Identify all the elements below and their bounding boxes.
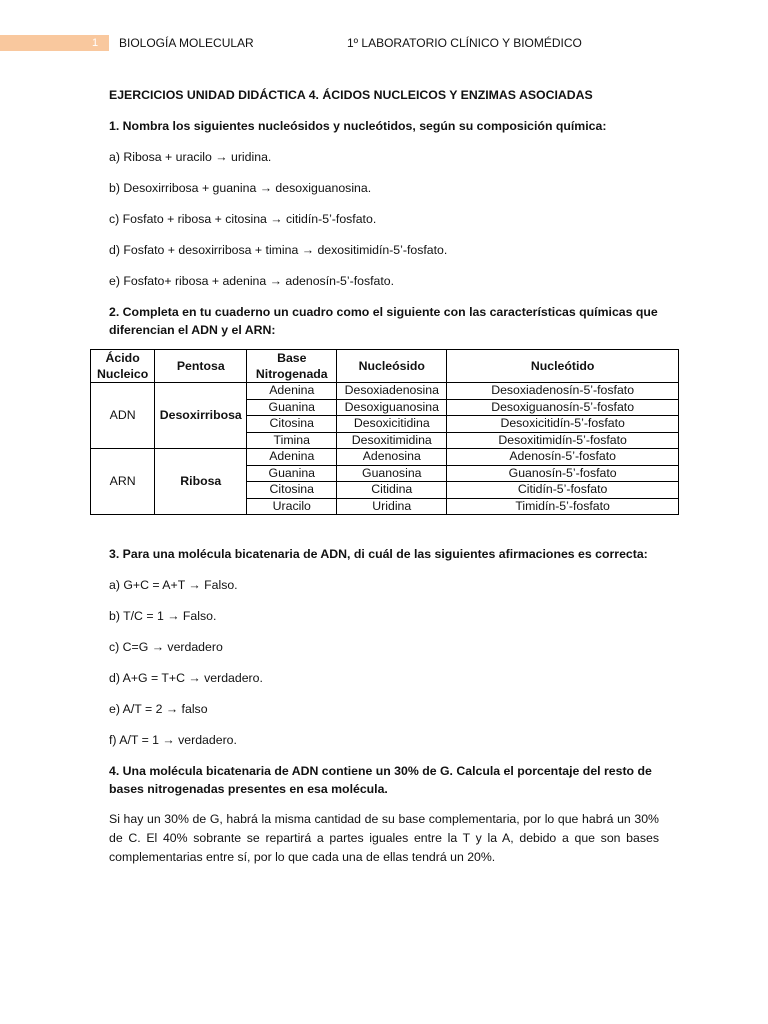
nucleoside-cell: Adenosina: [337, 449, 447, 466]
table-header-cell: Base Nitrogenada: [247, 350, 337, 383]
document-title: EJERCICIOS UNIDAD DIDÁCTICA 4. ÁCIDOS NUCLEICOS Y ENZIMAS ASOCIADAS: [109, 88, 593, 102]
answer-item: a) G+C = A+T → Falso.: [109, 578, 238, 592]
nucleoside-cell: Desoxitimidina: [337, 432, 447, 449]
document-body: [97, 86, 659, 867]
question-3-answers: [109, 576, 659, 749]
table-header-cell: Pentosa: [155, 350, 247, 383]
base-cell: Timina: [247, 432, 337, 449]
base-cell: Uracilo: [247, 498, 337, 515]
nucleotide-cell: Adenosín-5’-fosfato: [447, 449, 679, 466]
question-3: 3. Para una molécula bicatenaria de ADN, di cuál de las siguientes afirmaciones es correcta:: [109, 547, 648, 561]
question-1-answers: [109, 148, 659, 290]
page-number: 1: [92, 37, 99, 49]
nucleotide-cell: Timidín-5’-fosfato: [447, 498, 679, 515]
acid-cell: ADN: [91, 383, 155, 449]
table-row: [91, 383, 679, 400]
nucleotide-cell: Desoxitimidín-5’-fosfato: [447, 432, 679, 449]
question-4: 4. Una molécula bicatenaria de ADN contiene un 30% de G. Calcula el porcentaje del resto de bases nitrogenadas presentes en esa molécula.: [109, 764, 652, 796]
table-header-cell: Nucleósido: [337, 350, 447, 383]
answer-item: f) A/T = 1 → verdadero.: [109, 733, 237, 747]
nucleoside-cell: Uridina: [337, 498, 447, 515]
table-header-row: [91, 350, 679, 383]
answer-item: a) Ribosa + uracilo → uridina.: [109, 150, 272, 164]
base-cell: Guanina: [247, 399, 337, 416]
answer-item: d) Fosfato + desoxirribosa + timina → dexositimidín-5’-fosfato.: [109, 243, 448, 257]
table-header-cell: Ácido Nucleico: [91, 350, 155, 383]
sugar-cell: Desoxirribosa: [155, 383, 247, 449]
table-header-cell: Nucleótido: [447, 350, 679, 383]
sugar-cell: Ribosa: [155, 449, 247, 515]
answer-item: e) A/T = 2 → falso: [109, 702, 208, 716]
nucleoside-cell: Desoxicitidina: [337, 416, 447, 433]
answer-item: e) Fosfato+ ribosa + adenina → adenosín-5’-fosfato.: [109, 274, 395, 288]
nucleotide-cell: Desoxiadenosín-5’-fosfato: [447, 383, 679, 400]
answer-item: b) T/C = 1 → Falso.: [109, 609, 217, 623]
answer-item: c) Fosfato + ribosa + citosina → citidín-5’-fosfato.: [109, 212, 377, 226]
nucleoside-cell: Desoxiadenosina: [337, 383, 447, 400]
nucleotide-cell: Desoxicitidín-5’-fosfato: [447, 416, 679, 433]
acid-cell: ARN: [91, 449, 155, 515]
header-subject: BIOLOGÍA MOLECULAR: [119, 36, 254, 50]
answer-item: b) Desoxirribosa + guanina → desoxiguanosina.: [109, 181, 372, 195]
nucleoside-cell: Guanosina: [337, 465, 447, 482]
header-course: 1º LABORATORIO CLÍNICO Y BIOMÉDICO: [347, 36, 582, 50]
base-cell: Adenina: [247, 383, 337, 400]
nucleotide-cell: Citidín-5’-fosfato: [447, 482, 679, 499]
table-row: [91, 449, 679, 466]
answer-item: c) C=G → verdadero: [109, 640, 223, 654]
nucleoside-cell: Citidina: [337, 482, 447, 499]
question-4-answer: Si hay un 30% de G, habrá la misma cantidad de su base complementaria, por lo que habrá un 30% de C. El 40% sobrante se repartirá a partes iguales entre la T y la A, debido a que son bases complementarias entre sí, por lo que cada una de ellas tendrá un 20%.: [109, 812, 659, 864]
base-cell: Citosina: [247, 482, 337, 499]
base-cell: Citosina: [247, 416, 337, 433]
nucleic-acid-table: [90, 349, 679, 515]
base-cell: Adenina: [247, 449, 337, 466]
question-2: 2. Completa en tu cuaderno un cuadro como el siguiente con las características químicas que diferencian el ADN y el ARN:: [109, 305, 658, 337]
answer-item: d) A+G = T+C → verdadero.: [109, 671, 263, 685]
nucleotide-cell: Guanosín-5’-fosfato: [447, 465, 679, 482]
base-cell: Guanina: [247, 465, 337, 482]
nucleotide-cell: Desoxiguanosín-5’-fosfato: [447, 399, 679, 416]
nucleoside-cell: Desoxiguanosina: [337, 399, 447, 416]
page-header: [0, 33, 768, 53]
question-1: 1. Nombra los siguientes nucleósidos y nucleótidos, según su composición química:: [109, 119, 607, 133]
